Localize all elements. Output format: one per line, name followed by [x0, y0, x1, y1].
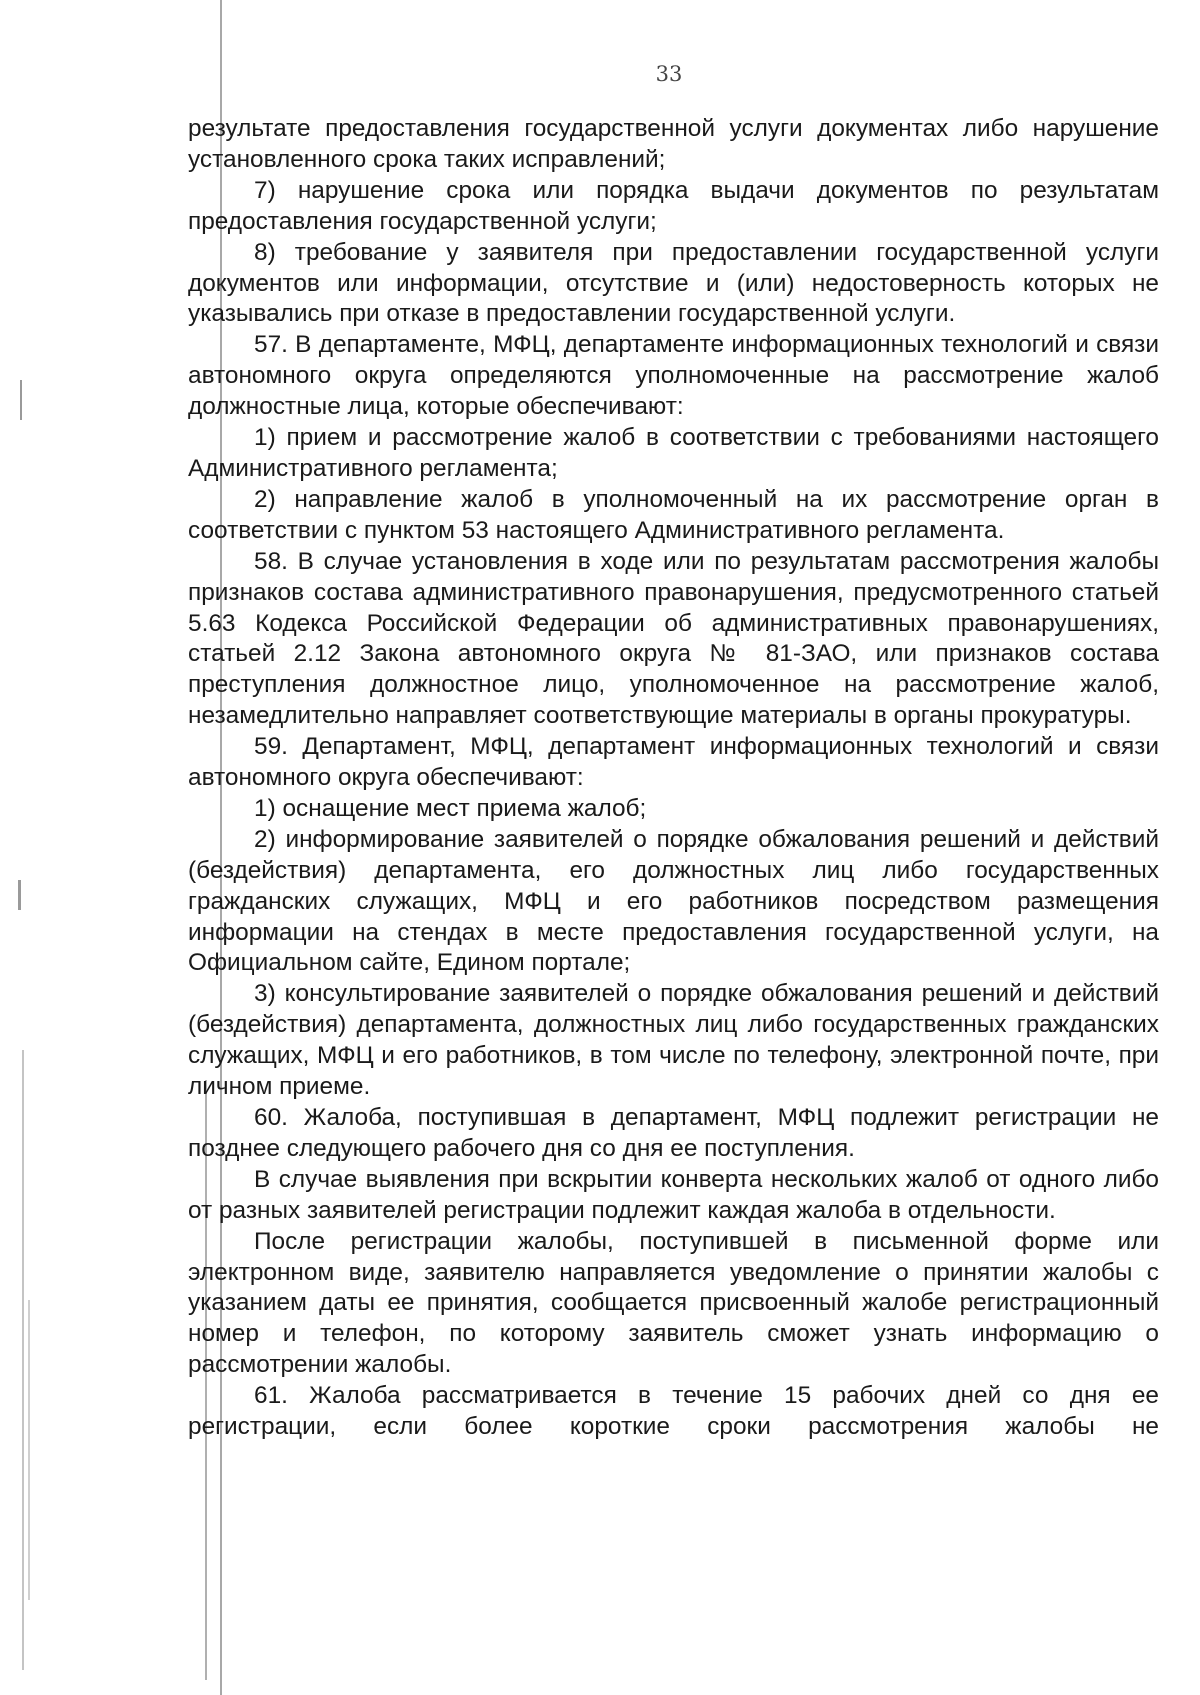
paragraph: 61. Жалоба рассматривается в течение 15 рабочих дней со дня ее регистрации, если более короткие сроки рассмотрения жалобы не: [188, 1382, 1159, 1441]
paragraph: В случае выявления при вскрытии конверта нескольких жалоб от одного либо от разных заявителей регистрации подлежит каждая жалоба в отдельности.: [188, 1165, 1159, 1224]
scan-margin-mark: [20, 380, 22, 420]
paragraph: 7) нарушение срока или порядка выдачи документов по результатам предоставления государственной услуги;: [188, 176, 1159, 235]
scan-margin-mark: [28, 1300, 30, 1600]
paragraph: 59. Департамент, МФЦ, департамент информационных технологий и связи автономного округа обеспечивают:: [188, 733, 1159, 792]
paragraph: 58. В случае установления в ходе или по результатам рассмотрения жалобы признаков состава административного правонарушения, предусмотренного статьей 5.63 Кодекса Российской Федерации об административных правонарушениях, статьей 2.12 Закона автономного округа № 81-ЗАО, или признаков состава преступления должностное лицо, уполномоченное на рассмотрение жалоб, незамедлительно направляет соответствующие материалы в органы прокуратуры.: [188, 547, 1159, 730]
paragraph: 2) направление жалоб в уполномоченный на их рассмотрение орган в соответствии с пунктом 53 настоящего Административного регламента.: [188, 485, 1159, 544]
paragraph: 57. В департаменте, МФЦ, департаменте информационных технологий и связи автономного округа определяются уполномоченные на рассмотрение жалоб должностные лица, которые обеспечивают:: [188, 331, 1159, 421]
paragraph: 60. Жалоба, поступившая в департамент, МФЦ подлежит регистрации не позднее следующего рабочего дня со дня ее поступления.: [188, 1104, 1159, 1162]
paragraph: результате предоставления государственной услуги документах либо нарушение установленного срока таких исправлений;: [188, 115, 1159, 173]
paragraph: 1) прием и рассмотрение жалоб в соответствии с требованиями настоящего Административного регламента;: [188, 424, 1159, 482]
page-number: 33: [655, 62, 683, 86]
paragraph: 8) требование у заявителя при предоставлении государственной услуги документов или информации, отсутствие и (или) недостоверность которых не указывались при отказе в предоставлении государственной услуги.: [188, 238, 1159, 328]
document-body: [188, 114, 1159, 1443]
paragraph: 1) оснащение мест приема жалоб;: [254, 794, 647, 822]
paragraph: После регистрации жалобы, поступившей в письменной форме или электронном виде, заявителю направляется уведомление о принятии жалобы с указанием даты ее принятия, сообщается присвоенный жалобе регистрационный номер и телефон, по которому заявитель сможет узнать информацию о рассмотрении жалобы.: [188, 1227, 1159, 1379]
paragraph: 3) консультирование заявителей о порядке обжалования решений и действий (бездействия) департамента, должностных лиц либо государственных гражданских служащих, МФЦ и его работников, в том числе по телефону, электронной почте, при личном приеме.: [188, 980, 1159, 1101]
paragraph: 2) информирование заявителей о порядке обжалования решений и действий (бездействия) департамента, его должностных лиц либо государственных гражданских служащих, МФЦ и его работников посредством размещения информации на стендах в месте предоставления государственной услуги, на Официальном сайте, Едином портале;: [188, 825, 1159, 977]
scan-margin-mark: [22, 1050, 24, 1670]
scan-margin-mark: [18, 880, 21, 910]
